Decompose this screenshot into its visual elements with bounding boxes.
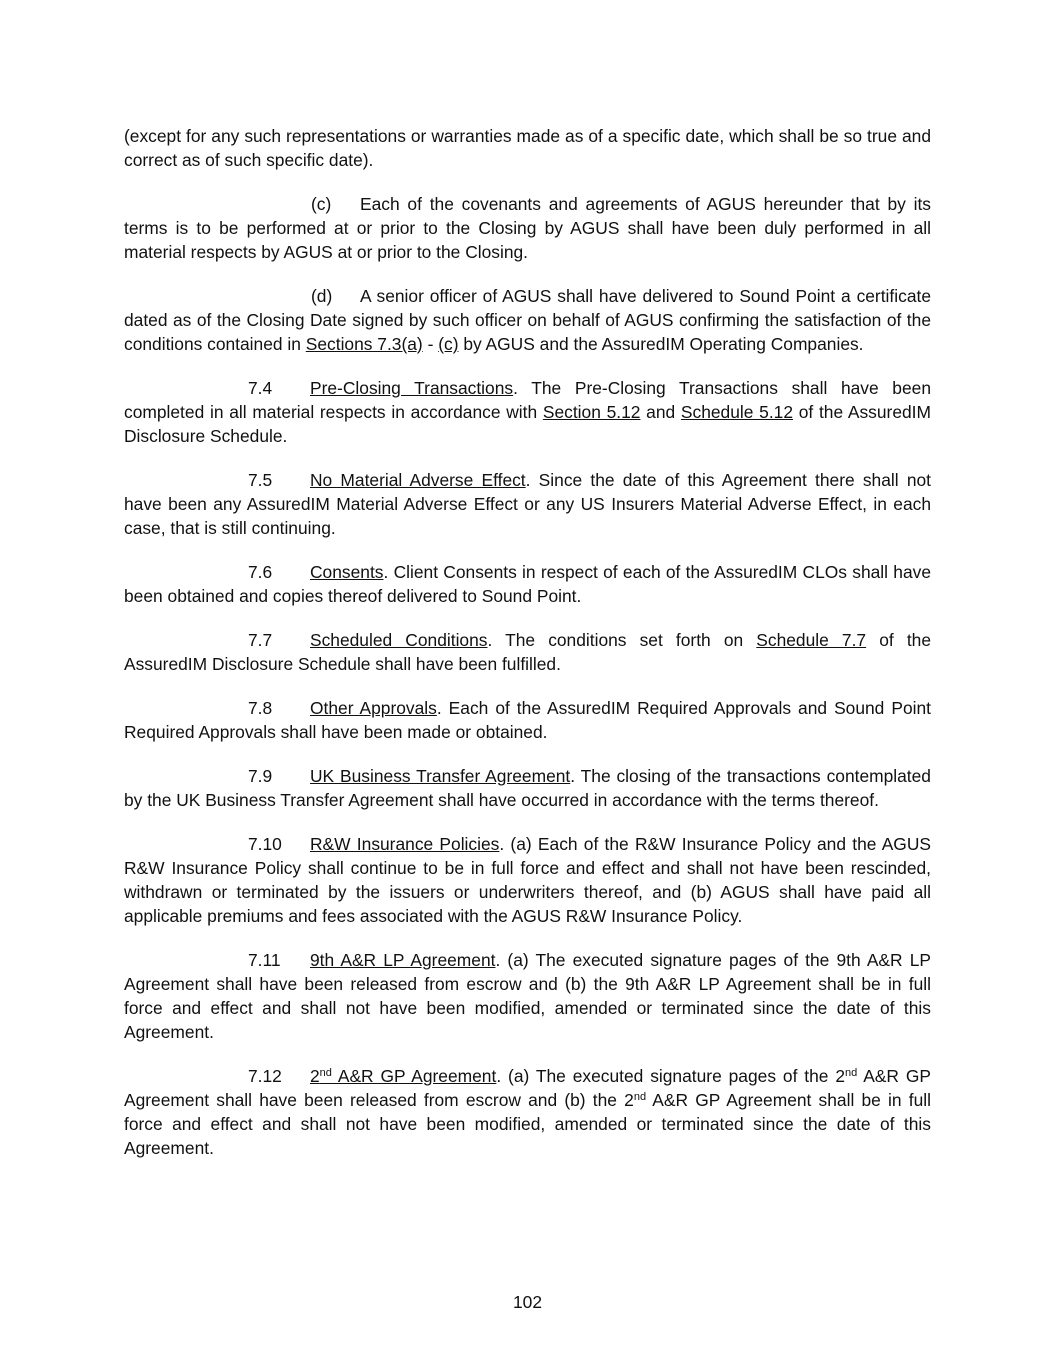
paragraph-text: - (422, 334, 439, 354)
section-number: 7.9 (248, 766, 273, 786)
section-7-10 (124, 832, 931, 928)
paragraph-text: . The closing of the transactions contemplated by the UK Business Transfer Agreement shall have occurred in accordance with the terms thereof. (124, 766, 931, 810)
paragraph-text: A&R GP Agreement shall have been released from escrow and (b) the 2 (124, 1066, 931, 1110)
section-number: 7.10 (248, 834, 282, 854)
subsection-number: (d) (311, 286, 333, 306)
paragraph-d (124, 284, 931, 356)
section-heading: Pre-Closing Transactions (310, 378, 514, 398)
section-7-9 (124, 764, 931, 812)
section-reference: Sections 7.3(a) (305, 334, 423, 354)
section-number: 7.5 (248, 470, 273, 490)
heading-ordinal: 2 (310, 1066, 320, 1086)
paragraph-text: Each of the covenants and agreements of AGUS hereunder that by its terms is to be performed at or prior to the Closing by AGUS shall have been duly performed in all material respects by AGUS at or prior to the Closing. (124, 194, 931, 262)
paragraph-text: . Since the date of this Agreement there shall not have been any AssuredIM Material Adverse Effect or any US Insurers Material Adverse Effect, in each case, that is still continuing. (124, 470, 931, 538)
paragraph-text: A&R GP Agreement shall be in full force and effect and shall not have been modified, amended or terminated since the date of this Agreement. (124, 1090, 931, 1158)
paragraph-text: . The conditions set forth on (487, 630, 757, 650)
section-7-4 (124, 376, 931, 448)
ordinal-suffix: nd (845, 1067, 858, 1079)
section-number: 7.8 (248, 698, 273, 718)
paragraph-text: of the AssuredIM Disclosure Schedule shall have been fulfilled. (124, 630, 932, 674)
section-reference: Schedule 7.7 (756, 630, 867, 650)
paragraph-text: . Each of the AssuredIM Required Approvals and Sound Point Required Approvals shall have been made or obtained. (124, 698, 931, 742)
section-heading: No Material Adverse Effect (310, 470, 526, 490)
section-heading: R&W Insurance Policies (310, 834, 500, 854)
section-number: 7.6 (248, 562, 273, 582)
section-heading: Scheduled Conditions (310, 630, 488, 650)
ordinal-suffix: nd (319, 1067, 332, 1079)
ordinal-suffix: nd (633, 1091, 647, 1103)
section-heading (310, 1066, 496, 1086)
paragraph-text: (except for any such representations or warranties made as of a specific date, which shall be so true and correct as of such specific date). (124, 126, 931, 170)
section-number: 7.4 (248, 378, 273, 398)
page-number: 102 (512, 1292, 542, 1312)
section-number: 7.11 (248, 950, 281, 970)
paragraph-text: . (a) Each of the R&W Insurance Policy and the AGUS R&W Insurance Policy shall continue to be in full force and effect and shall not have been rescinded, withdrawn or terminated by the issuers or underwriters thereof, and (b) AGUS shall have paid all applicable premiums and fees associated with the AGUS R&W Insurance Policy. (124, 834, 931, 926)
section-7-8 (124, 696, 931, 744)
section-7-7 (124, 628, 931, 676)
section-number: 7.12 (248, 1066, 282, 1086)
section-heading: 9th A&R LP Agreement (310, 950, 496, 970)
paragraph-c (124, 192, 931, 264)
section-reference: Section 5.12 (542, 402, 641, 422)
subsection-number: (c) (311, 194, 332, 214)
section-7-5 (124, 468, 931, 540)
heading-rest: A&R GP Agreement (331, 1066, 497, 1086)
paragraph-text: and (640, 402, 681, 422)
section-reference: (c) (438, 334, 459, 354)
paragraph-text: by AGUS and the AssuredIM Operating Companies. (458, 334, 864, 354)
section-heading: Consents (310, 562, 384, 582)
section-7-12 (124, 1064, 931, 1160)
section-heading: UK Business Transfer Agreement (310, 766, 571, 786)
section-7-6 (124, 560, 931, 608)
section-7-11 (124, 948, 931, 1044)
paragraph-text: . (a) The executed signature pages of the 9th A&R LP Agreement shall have been released from escrow and (b) the 9th A&R LP Agreement shall be in full force and effect and shall not have been modified, amended or terminated since the date of this Agreement. (124, 950, 931, 1042)
paragraph-text: . (a) The executed signature pages of the 2 (496, 1066, 846, 1086)
document-body (124, 124, 931, 1180)
section-number: 7.7 (248, 630, 273, 650)
paragraph-text: . Client Consents in respect of each of the AssuredIM CLOs shall have been obtained and copies thereof delivered to Sound Point. (124, 562, 931, 606)
paragraph-text: of the AssuredIM Disclosure Schedule. (124, 402, 931, 446)
paragraph-text: A senior officer of AGUS shall have delivered to Sound Point a certificate dated as of the Closing Date signed by such officer on behalf of AGUS confirming the satisfaction of the conditions contained in (124, 286, 931, 354)
section-heading: Other Approvals (310, 698, 437, 718)
paragraph-continuation (124, 124, 931, 172)
section-reference: Schedule 5.12 (680, 402, 793, 422)
paragraph-text: . The Pre-Closing Transactions shall have been completed in all material respects in accordance with (124, 378, 931, 422)
